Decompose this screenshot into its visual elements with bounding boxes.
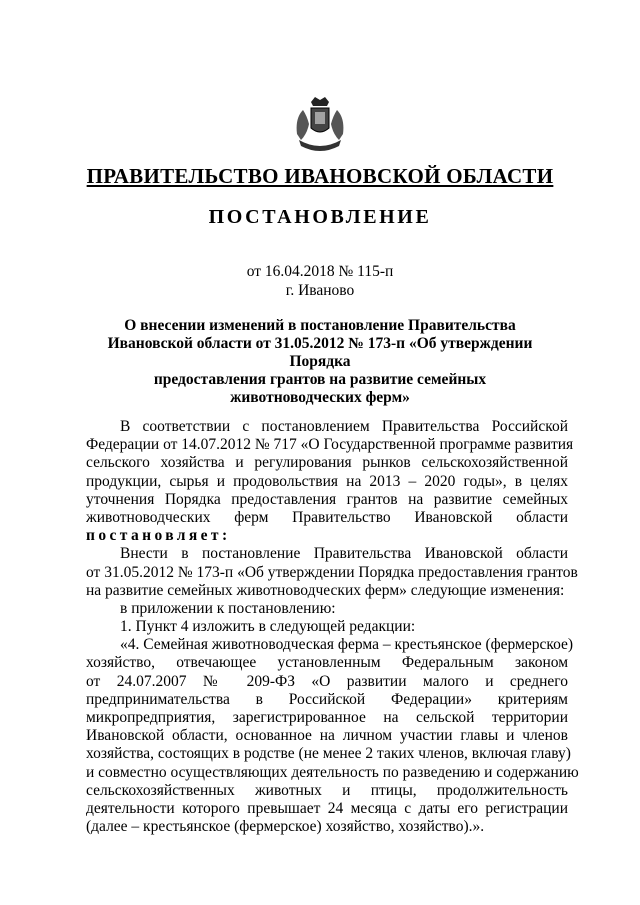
body-line: сельскохозяйственных животных и птицы, продолжительность bbox=[86, 781, 568, 799]
title-line: О внесении изменений в постановление Правительства bbox=[124, 317, 516, 334]
body-line: от 31.05.2012 № 173-п «Об утверждении Порядка предоставления грантов bbox=[86, 563, 578, 581]
document-body bbox=[86, 418, 579, 836]
body-line: в приложении к постановлению: bbox=[120, 599, 336, 617]
body-line: животноводческих ферм Правительство Ивановской области bbox=[86, 508, 568, 526]
resolution-keyword: постановляет: bbox=[86, 527, 231, 545]
body-line: «4. Семейная животноводческая ферма – крестьянское (фермерское) bbox=[120, 636, 574, 654]
body-line: Федерации от 14.07.2012 № 717 «О Государственной программе развития bbox=[86, 436, 574, 454]
body-line: Ивановской области, основанное на личном участии главы и членов bbox=[86, 727, 568, 745]
title-line: предоставления грантов на развитие семейных bbox=[153, 371, 487, 388]
body-line: (далее – крестьянское (фермерское) хозяйство, хозяйство).». bbox=[86, 818, 485, 836]
organization-title: ПРАВИТЕЛЬСТВО ИВАНОВСКОЙ ОБЛАСТИ bbox=[86, 164, 554, 188]
document-type: ПОСТАНОВЛЕНИЕ bbox=[208, 206, 432, 228]
body-line: сельского хозяйства и регулирования рынков сельскохозяйственной bbox=[86, 454, 568, 472]
body-line: хозяйство, отвечающее установленным Федеральным законом bbox=[86, 654, 568, 672]
body-line: микропредприятия, зарегистрированное на сельской территории bbox=[86, 709, 568, 726]
document-meta bbox=[0, 262, 640, 300]
body-line: В соответствии с постановлением Правительства Российской bbox=[120, 418, 568, 435]
title-line: животноводческих ферм» bbox=[230, 389, 410, 406]
document-title bbox=[80, 317, 560, 407]
body-line: продукции, сырья и продовольствия на 2013 – 2020 годы», в целях bbox=[86, 472, 568, 490]
body-line: от 24.07.2007 № 209-ФЗ «О развитии малого и среднего bbox=[86, 672, 568, 690]
body-line: Внести в постановление Правительства Ивановской области bbox=[120, 545, 568, 563]
city: г. Иваново bbox=[285, 282, 355, 299]
coat-of-arms-icon bbox=[289, 94, 351, 156]
date-number: от 16.04.2018 № 115-п bbox=[246, 263, 394, 280]
body-line: на развитие семейных животноводческих ферм» следующие изменения: bbox=[86, 581, 565, 599]
body-line: и совместно осуществляющих деятельность по разведению и содержанию bbox=[86, 763, 579, 781]
body-line: предпринимательства в Российской Федерации» критериям bbox=[86, 690, 568, 708]
body-line: деятельности которого превышает 24 месяца с даты его регистрации bbox=[86, 799, 568, 817]
body-line: 1. Пункт 4 изложить в следующей редакции: bbox=[120, 618, 416, 636]
body-line: хозяйства, состоящих в родстве (не менее 2 таких членов, включая главу) bbox=[86, 745, 571, 763]
title-line: Ивановской области от 31.05.2012 № 173-п «Об утверждении Порядка bbox=[107, 335, 533, 370]
body-line: уточнения Порядка предоставления грантов на развитие семейных bbox=[86, 490, 568, 508]
